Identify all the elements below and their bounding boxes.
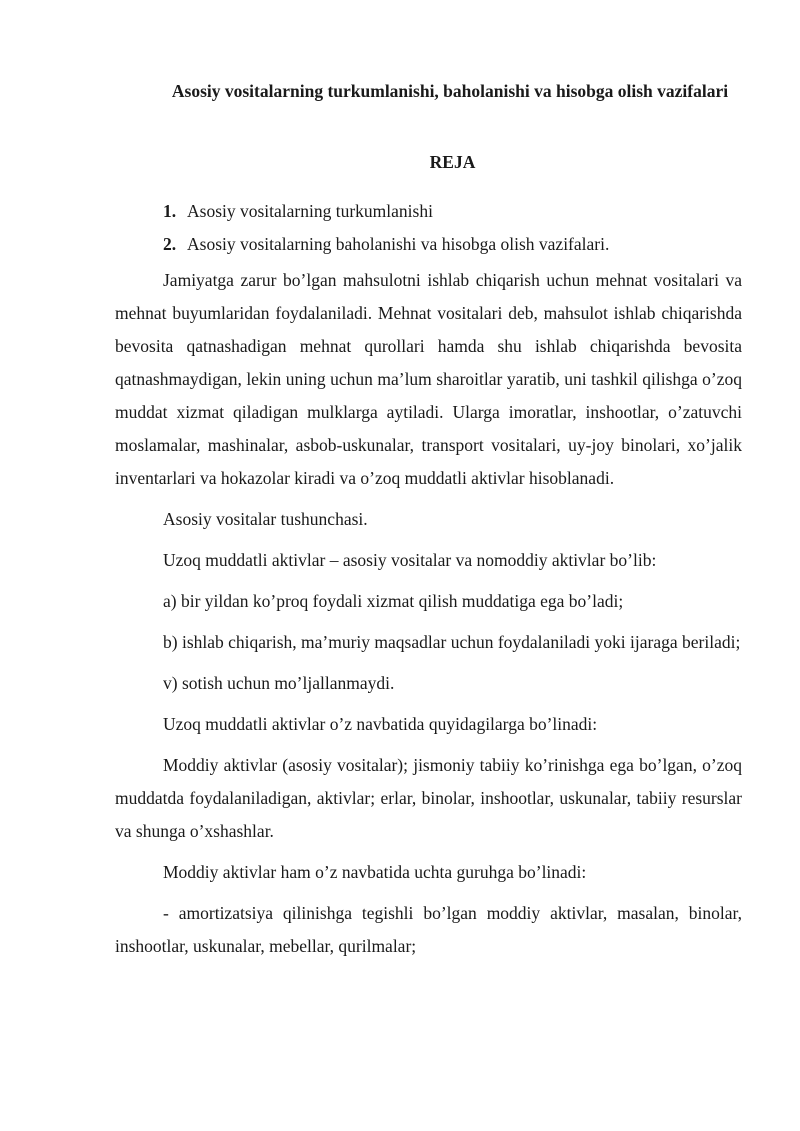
body-paragraph: - amortizatsiya qilinishga tegishli bo’lgan moddiy aktivlar, masalan, binolar, inshootlar, uskunalar, mebellar, qurilmalar;	[115, 903, 742, 956]
body-paragraph: Asosiy vositalar tushunchasi.	[163, 509, 368, 529]
body-paragraph: Uzoq muddatli aktivlar o’z navbatida quyidagilarga bo’linadi:	[163, 714, 598, 734]
plan-list	[163, 195, 609, 261]
body-paragraph: Jamiyatga zarur bo’lgan mahsulotni ishlab chiqarish uchun mehnat vositalari va mehnat buyumlaridan foydalaniladi. Mehnat vositalari deb, mahsulot ishlab chiqarishda bevosita qatnashadigan mehnat qurollari hamda shu ishlab chiqarishda bevosita qatnashmaydigan, lekin uning uchun ma’lum sharoitlar yaratib, uni tashkil qilishga o’zoq muddat xizmat qiladigan mulklarga aytiladi. Ularga imoratlar, inshootlar, o’zatuvchi moslamalar, mashinalar, asbob-uskunalar, transport vositalari, uy-joy binolari, xo’jalik inventarlari va hokazolar kiradi va o’zoq muddatli aktivlar hisoblanadi.	[115, 270, 742, 488]
body-paragraph: v) sotish uchun mo’ljallanmaydi.	[163, 673, 395, 693]
document-title: Asosiy vositalarning turkumlanishi, baholanishi va hisobga olish vazifalari	[171, 81, 729, 101]
body-paragraph: Uzoq muddatli aktivlar – asosiy vositalar va nomoddiy aktivlar bo’lib:	[163, 550, 657, 570]
body-paragraph: Moddiy aktivlar (asosiy vositalar); jismoniy tabiiy ko’rinishga ega bo’lgan, o’zoq muddatda foydalaniladigan, aktivlar; erlar, binolar, inshootlar, uskunalar, tabiiy resurslar va shunga o’xshashlar.	[115, 755, 742, 841]
plan-item-text: Asosiy vositalarning turkumlanishi	[187, 201, 433, 221]
body-paragraph: a) bir yildan ko’proq foydali xizmat qilish muddatiga ega bo’ladi;	[163, 591, 624, 611]
body-paragraph: Moddiy aktivlar ham o’z navbatida uchta guruhga bo’linadi:	[163, 862, 587, 882]
plan-item-text: Asosiy vositalarning baholanishi va hisobga olish vazifalari.	[187, 234, 610, 254]
plan-item	[163, 195, 609, 228]
plan-item-number: 1.	[163, 201, 177, 221]
body-paragraph: b) ishlab chiqarish, ma’muriy maqsadlar uchun foydalaniladi yoki ijaraga beriladi;	[163, 632, 741, 652]
plan-item-number: 2.	[163, 234, 177, 254]
document-body	[115, 264, 742, 971]
plan-heading: REJA	[429, 152, 476, 172]
plan-item	[163, 228, 609, 261]
